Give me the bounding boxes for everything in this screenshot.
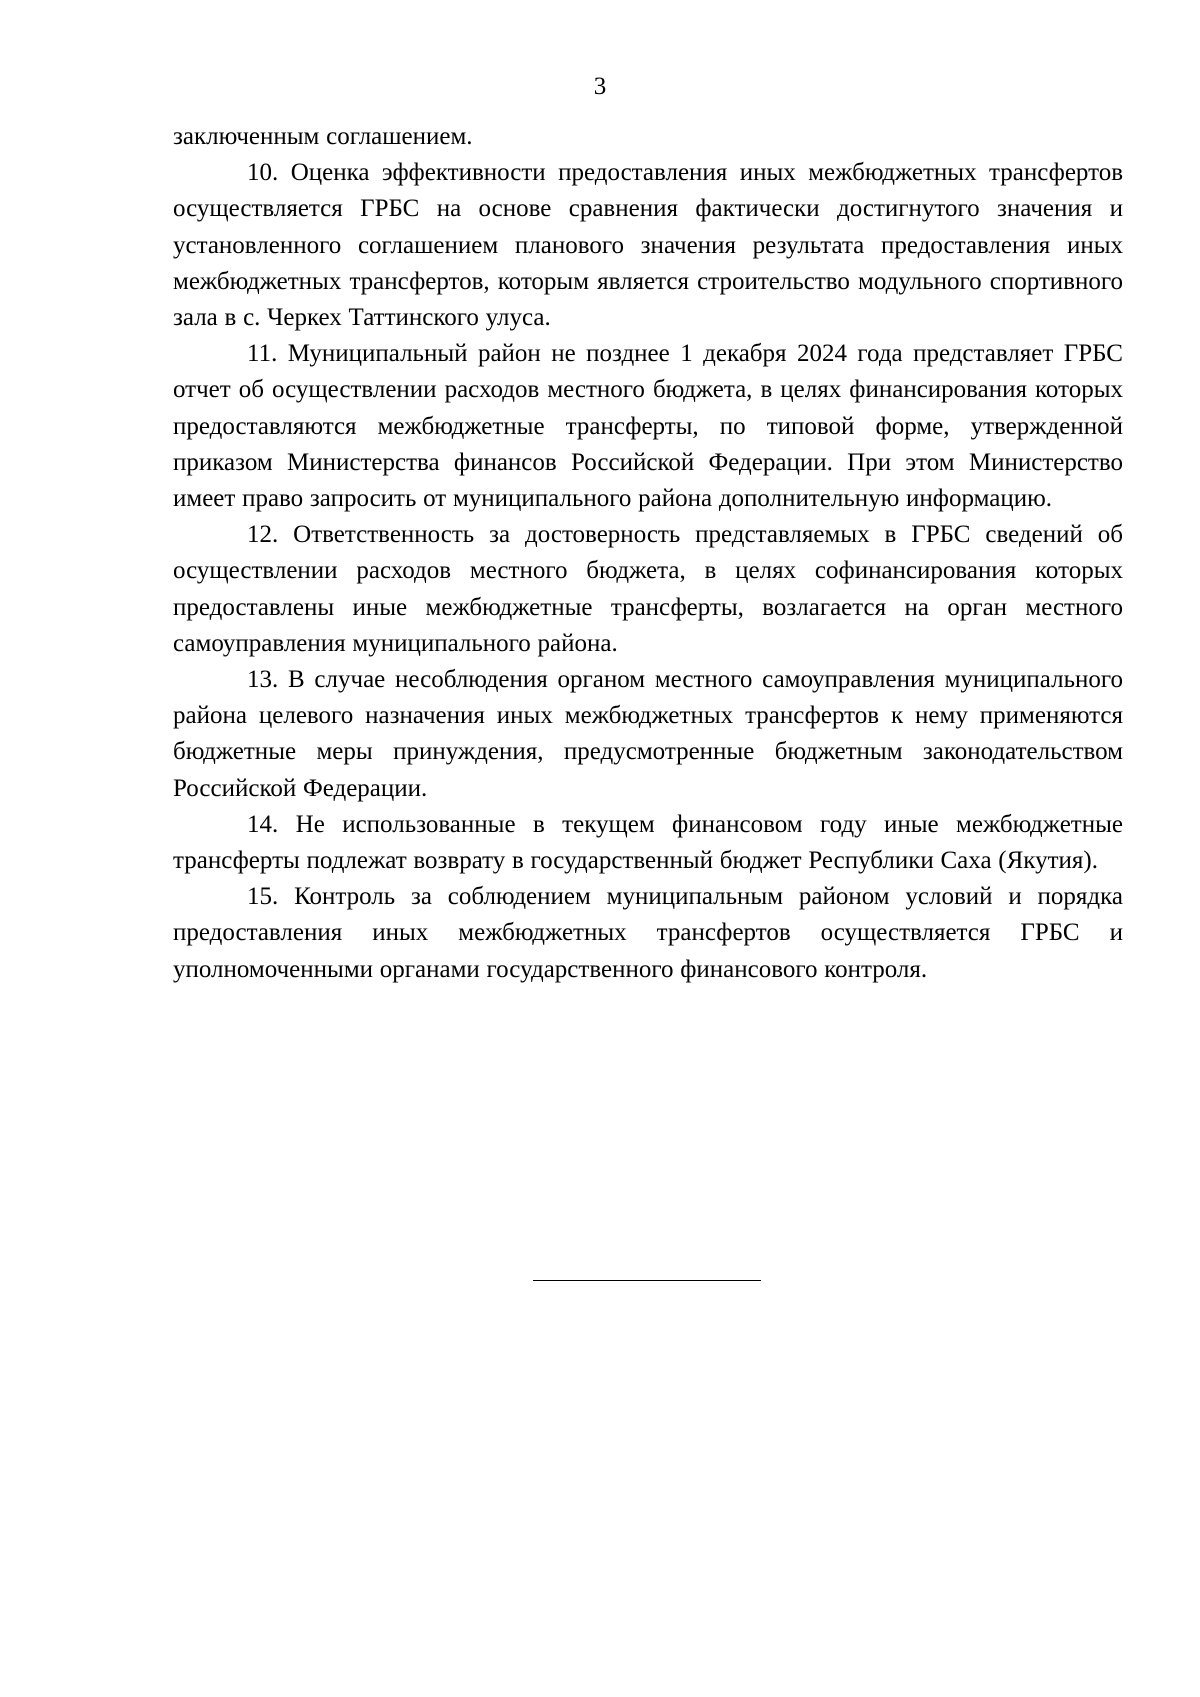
paragraph-11: 11. Муниципальный район не позднее 1 декабря 2024 года представляет ГРБС отчет об осуществлении расходов местного бюджета, в целях финансирования которых предоставляются межбюджетные трансферты, по типовой форме, утвержденной приказом Министерства финансов Российской Федерации. При этом Министерство имеет право запросить от муниципального района дополнительную информацию. [173,340,1123,513]
paragraph-12: 12. Ответственность за достоверность представляемых в ГРБС сведений об осуществлении расходов местного бюджета, в целях софинансирования которых предоставлены иные межбюджетные трансферты, возлагается на орган местного самоуправления муниципального района. [173,521,1123,657]
document-body [173,119,1123,988]
paragraph-15: 15. Контроль за соблюдением муниципальным районом условий и порядка предоставления иных межбюджетных трансфертов осуществляется ГРБС и уполномоченными органами государственного финансового контроля. [173,883,1123,983]
paragraph-continuation: заключенным соглашением. [173,123,473,150]
page-number: 3 [593,73,607,100]
paragraph-13: 13. В случае несоблюдения органом местного самоуправления муниципального района целевого назначения иных межбюджетных трансфертов к нему применяются бюджетные меры принуждения, предусмотренные бюджетным законодательством Российской Федерации. [173,666,1123,802]
paragraph-10: 10. Оценка эффективности предоставления иных межбюджетных трансфертов осуществляется ГРБС на основе сравнения фактически достигнутого значения и установленного соглашением планового значения результата предоставления иных межбюджетных трансфертов, которым является строительство модульного спортивного зала в с. Черкех Таттинского улуса. [173,159,1123,332]
end-of-document-rule [533,1280,761,1281]
paragraph-14: 14. Не использованные в текущем финансовом году иные межбюджетные трансферты подлежат возврату в государственный бюджет Республики Саха (Якутия). [173,810,1123,875]
